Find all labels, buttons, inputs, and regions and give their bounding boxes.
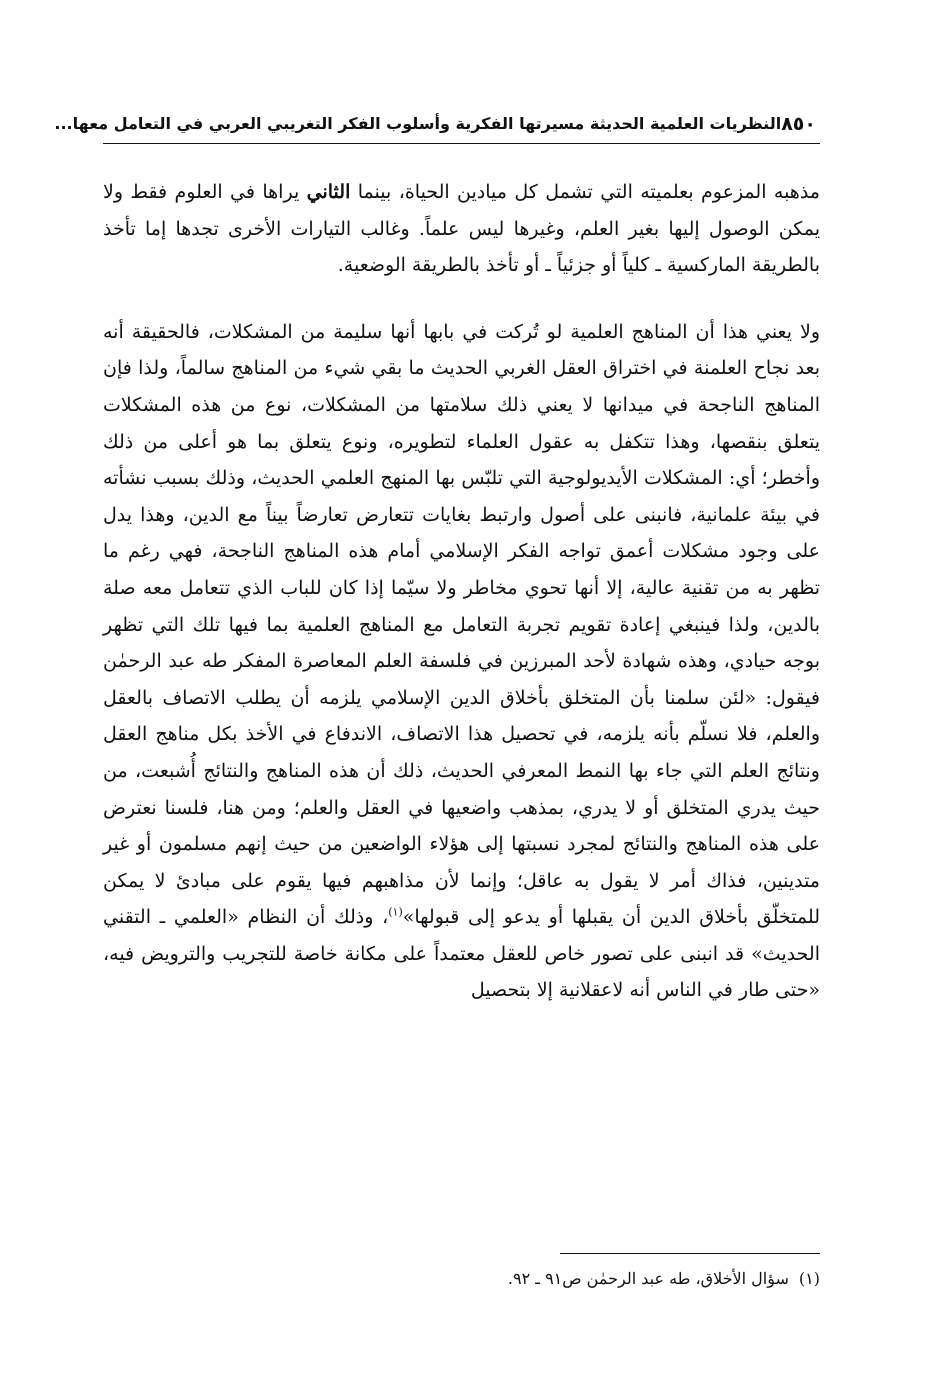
- footnote: [103, 1266, 820, 1292]
- footnote-text: سؤال الأخلاق، طه عبد الرحمٰن ص٩١ ـ ٩٢.: [507, 1269, 789, 1288]
- page-header: [54, 104, 820, 144]
- footnote-marker: (١): [798, 1269, 820, 1288]
- page-number: ٨٥٠: [781, 112, 816, 135]
- text-segment: ولا يعني هذا أن المناهج العلمية لو تُركت في بابها أنها سليمة من المشكلات، فالحقيقة أنه بعد نجاح العلمنة في اختراق العقل الغربي الحديث ما بقي شيء من المناهج سالماً، ولذا فإن المناهج الناجحة في ميدانها لا يعني ذلك سلامتها من المشكلات، نوع من هذه المشكلات يتعلق بنقصها، وهذا تتكفل به عقول العلماء لتطويره، ونوع يتعلق بما هو أعلى من ذلك وأخطر؛ أي: المشكلات الأيديولوجية التي تلبّس بها المنهج العلمي الحديث، وذلك بسبب نشأته في بيئة علمانية، فانبنى على أصول وارتبط بغايات تتعارض تعارضاً بيناً مع الدين، وهذا يدل على وجود مشكلات أعمق تواجه الفكر الإسلامي أمام هذه المناهج الناجحة، فهي رغم ما تظهر به من تقنية عالية، إلا أنها تحوي مخاطر ولا سيّما إذا كان للباب الذي تتعامل معه صلة بالدين، ولذا فينبغي إعادة تقويم تجربة التعامل مع المناهج العلمية بما فيها تلك التي تظهر بوجه حيادي، وهذه شهادة لأحد المبرزين في فلسفة العلم المعاصرة المفكر طه عبد الرحمٰن فيقول: «لئن سلمنا بأن المتخلق بأخلاق الدين الإسلامي يلزمه أن يطلب الاتصاف بالعقل والعلم، فلا نسلّم بأنه يلزمه، في تحصيل هذا الاتصاف، الاندفاع في الأخذ بكل مناهج العقل ونتائج العلم التي جاء بها النمط المعرفي الحديث، ذلك أن هذه المناهج والنتائج أُشبعت، من حيث يدري المتخلق أو لا يدري، بمذهب واضعيها في العقل والعلم؛ ومن هنا، فلسنا نعترض على هذه المناهج والنتائج لمجرد نسبتها إلى هؤلاء الواضعين من حيث إنهم مسلمون أو غير متدينين، فذاك أمر لا يقول به عاقل؛ وإنما لأن مذاهبهم فيها يقوم على مبادئ لا يمكن للمتخلّق بأخلاق الدين أن يقبلها أو يدعو إلى قبولها»: [103, 320, 820, 929]
- footnote-reference[interactable]: (١): [388, 905, 403, 919]
- text-segment: مذهبه المزعوم بعلميته التي تشمل كل ميادين الحياة، بينما: [350, 181, 820, 203]
- paragraph: [103, 174, 820, 284]
- running-title: النظريات العلمية الحديثة مسيرتها الفكرية وأسلوب الفكر التغريبي العربي في التعامل معها...: [54, 114, 782, 133]
- text-segment: يراها في العلوم فقط ولا يمكن الوصول إليها بغير العلم، وغيرها ليس علماً. وغالب التيارات الأخرى تجدها إما تأخذ بالطريقة الماركسية ـ كلياً أو جزئياً ـ أو تأخذ بالطريقة الوضعية.: [103, 181, 820, 277]
- footnote-separator: [560, 1253, 820, 1254]
- main-text: [103, 174, 820, 1009]
- text-segment: ، وذلك أن النظام «العلمي ـ التقني الحديث» قد انبنى على تصور خاص للعقل معتمداً على مكانة خاصة للتجريب والترويض فيه، «حتى طار في الناس أنه لاعقلانية إلا بتحصيل: [103, 906, 820, 1002]
- paragraph: [103, 314, 820, 1009]
- bold-term: الثاني: [306, 181, 351, 203]
